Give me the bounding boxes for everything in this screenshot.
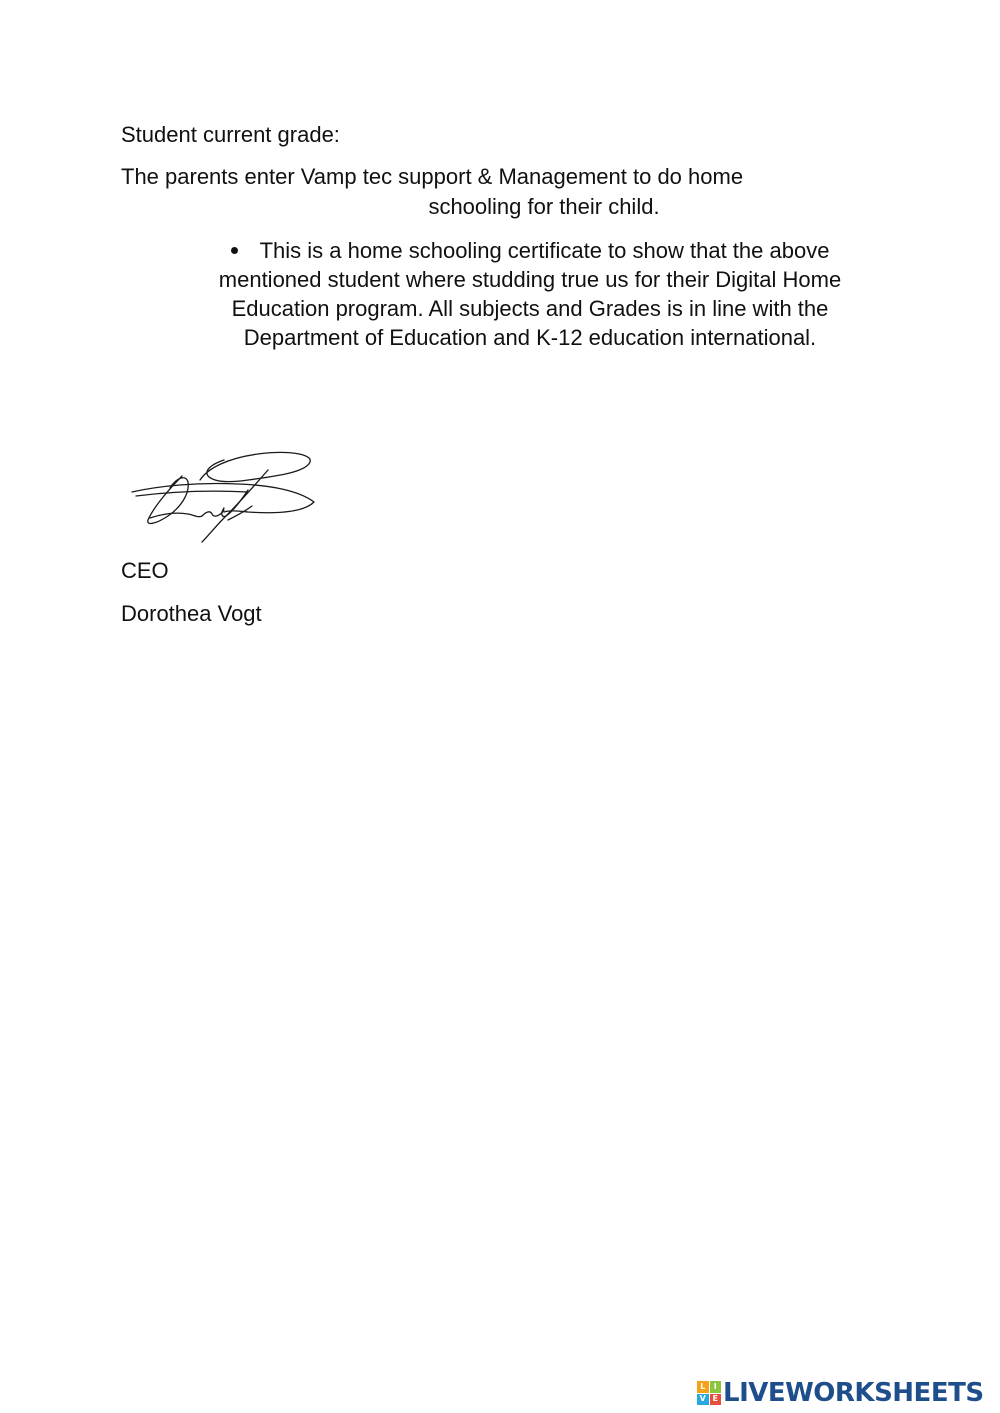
liveworksheets-watermark bbox=[697, 1377, 984, 1409]
bullet-line-1-text: This is a home schooling certificate to show that the above bbox=[259, 238, 830, 263]
bullet-icon bbox=[231, 247, 238, 254]
bullet-line-4: Department of Education and K-12 education international. bbox=[243, 325, 817, 350]
student-grade-label: Student current grade: bbox=[121, 122, 340, 147]
signature-image bbox=[128, 446, 323, 546]
liveworksheets-wordmark: LIVEWORKSHEETS bbox=[723, 1378, 984, 1408]
bullet-line-3: Education program. All subjects and Grades is in line with the bbox=[231, 296, 829, 321]
intro-text-line-2: schooling for their child. bbox=[428, 194, 660, 219]
logo-letter-i: I bbox=[710, 1381, 722, 1393]
intro-text-line-1: The parents enter Vamp tec support & Management to do home bbox=[121, 164, 744, 189]
logo-letter-l: L bbox=[697, 1381, 709, 1393]
certificate-bullet bbox=[190, 236, 870, 352]
logo-letter-v: V bbox=[697, 1394, 709, 1406]
logo-letter-e: E bbox=[710, 1394, 722, 1406]
liveworksheets-logo-icon bbox=[697, 1381, 721, 1405]
signatory-title: CEO bbox=[121, 558, 169, 583]
bullet-line-2: mentioned student where studding true us for their Digital Home bbox=[218, 267, 842, 292]
bullet-line-1 bbox=[190, 236, 870, 265]
signatory-name: Dorothea Vogt bbox=[121, 601, 262, 626]
